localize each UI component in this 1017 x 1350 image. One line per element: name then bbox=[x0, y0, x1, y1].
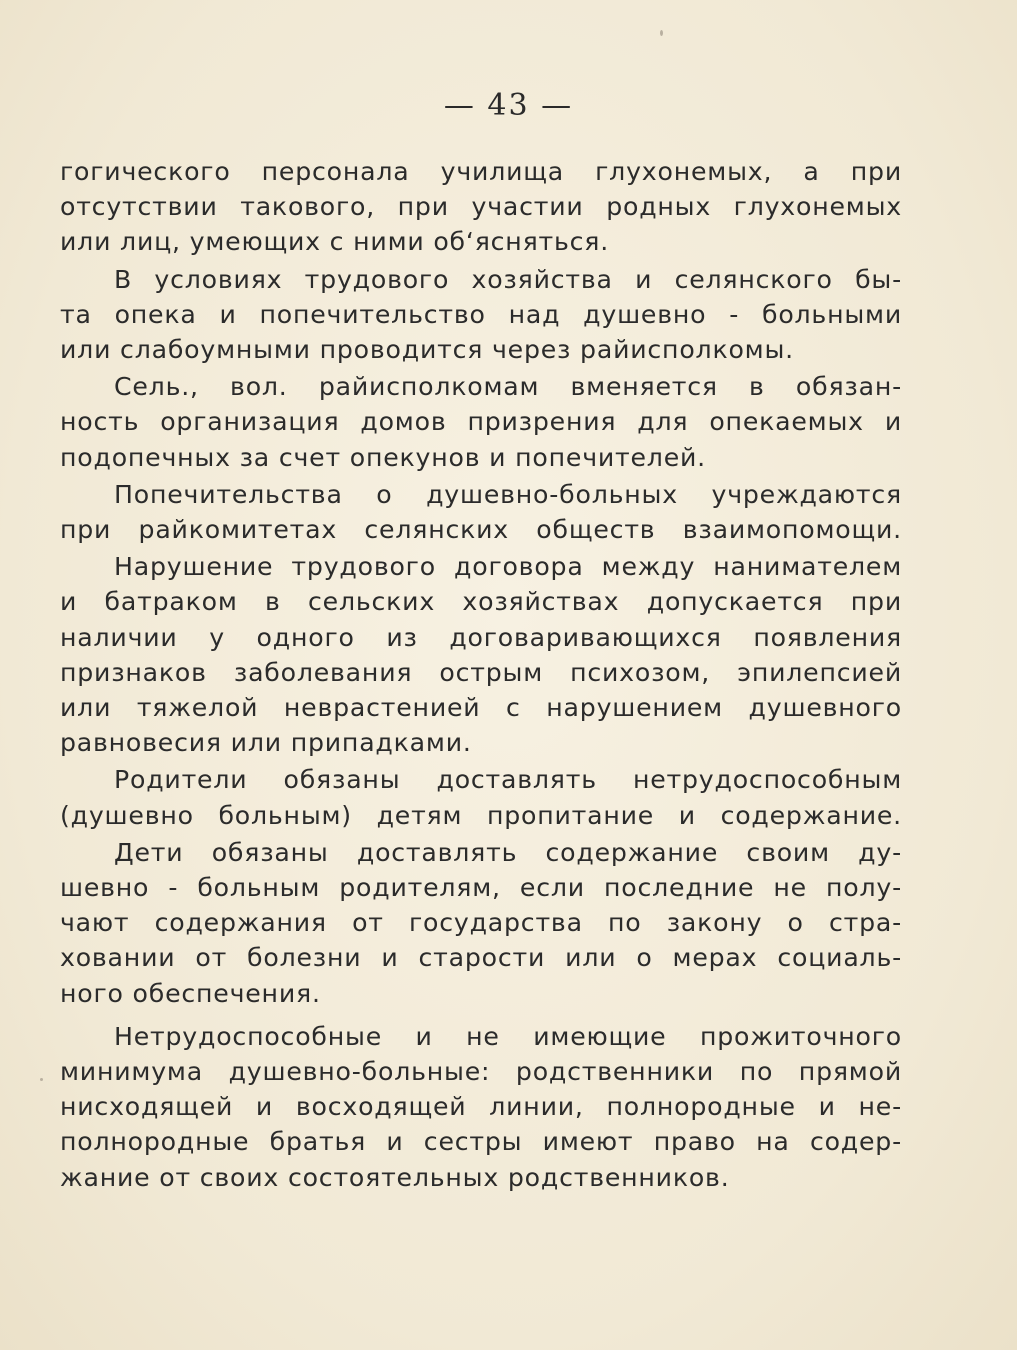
text-line: Родители обязаны доставлять нетрудоспособным bbox=[114, 765, 902, 795]
text-line: наличии у одного из договаривающихся появления bbox=[60, 622, 902, 652]
text-line: Попечительства о душевно-больных учреждаются bbox=[114, 479, 902, 509]
text-line: (душевно больным) детям пропитание и содержание. bbox=[60, 800, 902, 830]
text-line: та опека и попечительство над душевно - больными bbox=[60, 299, 902, 329]
text-line: отсутствии такового, при участии родных глухонемых bbox=[60, 192, 902, 222]
paper-speck bbox=[660, 30, 663, 36]
text-line: при райкомитетах селянских обществ взаимопомощи. bbox=[60, 515, 902, 545]
text-line: ного обеспечения. bbox=[60, 978, 321, 1008]
text-line: полнородные братья и сестры имеют право на содер- bbox=[60, 1127, 902, 1157]
text-line: жание от своих состоятельных родственников. bbox=[60, 1162, 730, 1192]
paragraph bbox=[60, 835, 902, 1011]
text-line: и батраком в сельских хозяйствах допускается при bbox=[60, 587, 902, 617]
paragraph bbox=[60, 154, 902, 260]
text-line: или тяжелой неврастенией с нарушением душевного bbox=[60, 693, 902, 723]
body-text bbox=[60, 154, 902, 1195]
text-line: ность организация домов призрения для опекаемых и bbox=[60, 407, 902, 437]
text-line: ховании от болезни и старости или о мерах социаль- bbox=[60, 943, 902, 973]
text-line: минимума душевно-больные: родственники по прямой bbox=[60, 1057, 902, 1087]
paragraph bbox=[60, 762, 902, 832]
text-line: или лиц, умеющих с ними об‘ясняться. bbox=[60, 227, 610, 257]
text-line: гогического персонала училища глухонемых, а при bbox=[60, 157, 902, 186]
text-line: подопечных за счет опекунов и попечителей. bbox=[60, 442, 706, 472]
text-line: признаков заболевания острым психозом, эпилепсией bbox=[60, 657, 902, 687]
paragraph bbox=[60, 549, 902, 760]
paragraph bbox=[60, 1019, 902, 1195]
text-line: или слабоумными проводится через райисполкомы. bbox=[60, 335, 794, 365]
text-line: Нарушение трудового договора между нанимателем bbox=[114, 552, 902, 582]
text-line: нисходящей и восходящей линии, полнородные и не- bbox=[60, 1092, 902, 1122]
text-line: Дети обязаны доставлять содержание своим ду- bbox=[114, 837, 902, 867]
paragraph bbox=[60, 262, 902, 368]
text-line: равновесия или припадками. bbox=[60, 728, 472, 758]
page-number: — 43 — bbox=[443, 88, 574, 123]
paragraph bbox=[60, 477, 902, 547]
text-line: Нетрудоспособные и не имеющие прожиточного bbox=[114, 1021, 902, 1051]
paragraph bbox=[60, 369, 902, 475]
paper-speck bbox=[40, 1078, 43, 1081]
text-line: чают содержания от государства по закону о стра- bbox=[60, 908, 902, 938]
text-line: шевно - больным родителям, если последние не полу- bbox=[60, 873, 902, 903]
text-line: В условиях трудового хозяйства и селянского бы- bbox=[114, 264, 902, 294]
text-line: Сель., вол. райисполкомам вменяется в обязан- bbox=[114, 372, 902, 402]
